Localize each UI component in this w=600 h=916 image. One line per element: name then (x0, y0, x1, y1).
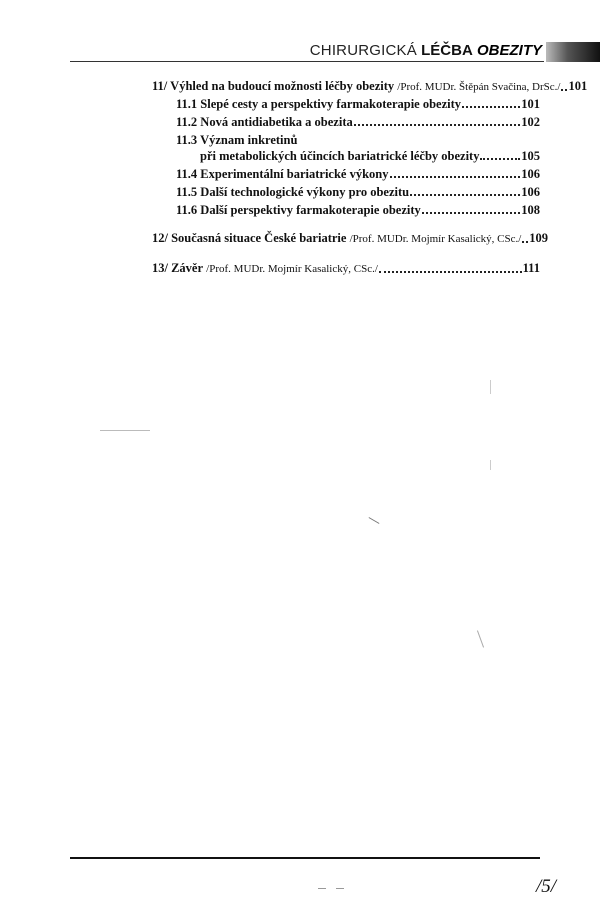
toc-entry-title: 11.1 Slepé cesty a perspektivy farmakoterapie obezity (176, 97, 462, 111)
book-title-part2: LÉČBA (421, 42, 473, 59)
toc-entry-title: 13/ Závěr (152, 261, 204, 275)
toc-entry-section[interactable] (176, 114, 540, 130)
scan-speck (100, 430, 150, 431)
toc-entry-title: 11/ Výhled na budoucí možnosti léčby obezity (152, 79, 395, 93)
scan-speck (490, 460, 491, 470)
dot-leader (379, 270, 522, 273)
toc-entry-section[interactable] (176, 166, 540, 182)
toc-entry-title: 11.4 Experimentální bariatrické výkony (176, 167, 389, 181)
toc-entry-page: 106 (521, 185, 540, 199)
toc-entry-chapter[interactable] (152, 230, 549, 247)
toc-entry-author: /Prof. MUDr. Štěpán Svačina, DrSc./ (397, 81, 561, 93)
toc-entry-section[interactable] (176, 202, 540, 218)
toc-entry-title: při metabolických účincích bariatrické léčby obezity (200, 149, 480, 163)
toc-entry-section[interactable] (176, 132, 540, 148)
toc-entry-section[interactable] (176, 184, 540, 200)
toc-entry-title: 11.6 Další perspektivy farmakoterapie obezity (176, 203, 421, 217)
toc-entry-section[interactable] (176, 96, 540, 112)
toc-entry-page: 102 (521, 115, 540, 129)
dot-leader (522, 240, 528, 243)
dot-leader (410, 193, 520, 196)
running-header (0, 40, 600, 62)
toc-entry-title: 11.3 Význam inkretinů (176, 133, 298, 147)
header-rule (70, 61, 544, 62)
toc-entry-page: 108 (521, 203, 540, 217)
scan-speck (336, 888, 344, 889)
dot-leader (422, 211, 520, 214)
toc-entry-author: /Prof. MUDr. Mojmír Kasalický, CSc./ (206, 263, 378, 275)
toc-entry-page: 101 (568, 79, 588, 93)
dot-leader (480, 157, 520, 160)
dot-leader (390, 175, 521, 178)
toc-entry-title: 12/ Současná situace České bariatrie (152, 231, 347, 245)
page-number: /5/ (535, 876, 556, 897)
book-title-part3: OBEZITY (476, 42, 542, 59)
book-title-part1: CHIRURGICKÁ (309, 42, 417, 59)
toc-entry-page: 105 (521, 149, 540, 163)
toc-entry-page: 111 (522, 261, 540, 275)
header-gradient-bar (546, 42, 600, 62)
toc-entry-page: 106 (521, 167, 540, 181)
toc-entry-author: /Prof. MUDr. Mojmír Kasalický, CSc./ (349, 233, 522, 245)
dot-leader (462, 105, 520, 108)
toc-entry-title: 11.5 Další technologické výkony pro obezitu (176, 185, 410, 199)
toc-entry-chapter[interactable] (152, 260, 540, 277)
dot-leader (354, 123, 521, 126)
toc-entry-title: 11.2 Nová antidiabetika a obezita (176, 115, 353, 129)
dot-leader (561, 88, 567, 91)
toc-entry-chapter[interactable] (152, 78, 588, 95)
scan-speck (369, 517, 380, 524)
scan-speck (490, 380, 491, 394)
toc-entry-page: 101 (521, 97, 540, 111)
footer-rule (70, 857, 540, 859)
scan-speck (318, 888, 326, 889)
book-title (310, 40, 542, 62)
scan-speck (477, 630, 484, 647)
toc-entry-page: 109 (529, 231, 549, 245)
toc-entry-section-continued[interactable] (200, 148, 540, 164)
